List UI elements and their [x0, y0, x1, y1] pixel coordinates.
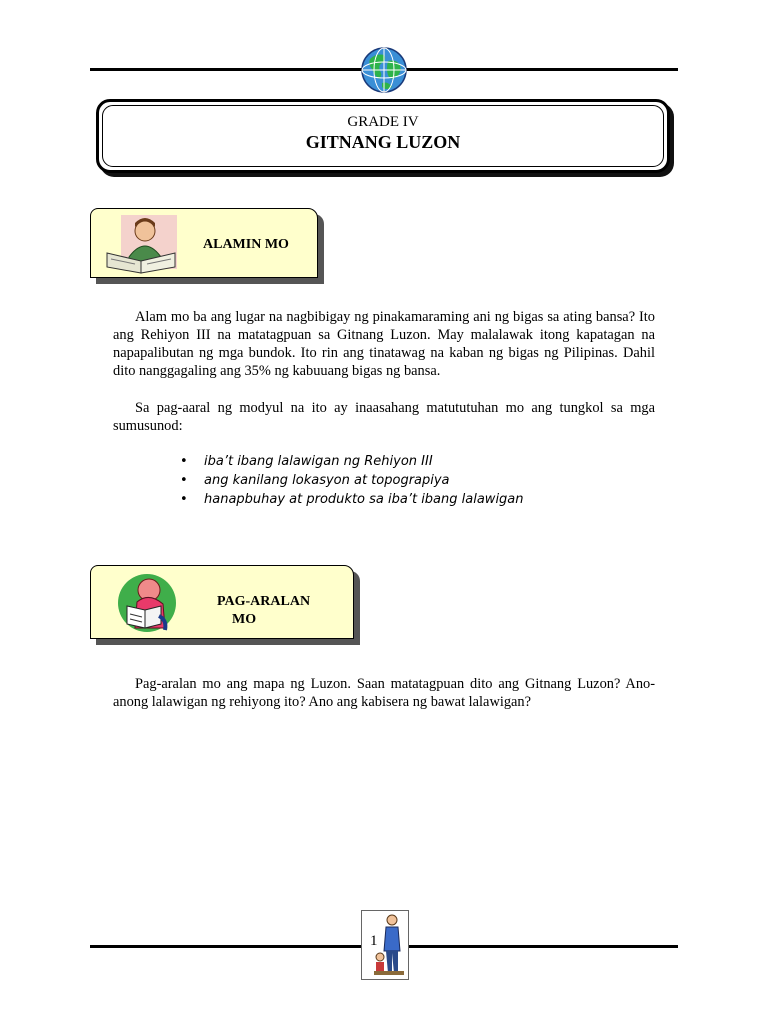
alamin-mo-title: ALAMIN MO [203, 237, 289, 252]
page-number-box [361, 910, 409, 980]
region-title: GITNANG LUZON [305, 132, 461, 152]
globe-icon [360, 45, 408, 95]
child-reading-book-icon [115, 572, 179, 634]
study-paragraph: Pag-aralan mo ang mapa ng Luzon. Saan matatagpuan dito ang Gitnang Luzon? Ano-anong lalawigan ng rehiyong ito? Ano ang kabisera ng bawat lalawigan? [113, 676, 655, 710]
pag-aralan-mo-tab [90, 565, 354, 639]
objectives-intro: Sa pag-aaral ng modyul na ito ay inaasahang matututuhan mo ang tungkol sa mga sumusunod: [113, 400, 655, 434]
intro-paragraph: Alam mo ba ang lugar na nagbibigay ng pinakamaraming ani ng bigas sa ating bansa? Ito ang Rehiyon III na matatagpuan sa Gitnang Luzon. May malalawak itong kapatagan na napapalibutan ng mga bundok. Ito rin ang tinatawag na kaban ng bigas ng Pilipinas. Dahil dito nanggagaling ang 35% ng kabuuang bigas ng bansa. [113, 309, 655, 379]
man-reading-newspaper-icon [103, 213, 181, 275]
grade-label: GRADE IV [347, 114, 419, 130]
objectives-list [180, 452, 524, 509]
list-item: • iba’t ibang lalawigan ng Rehiyon III [180, 454, 433, 469]
list-item: • ang kanilang lokasyon at topograpiya [180, 473, 450, 488]
list-item: • hanapbuhay at produkto sa iba’t ibang lalawigan [180, 492, 524, 507]
pag-aralan-title-line1: PAG-ARALAN [217, 594, 311, 609]
alamin-mo-tab [90, 208, 318, 278]
page-number: 1 [370, 933, 378, 949]
pag-aralan-title-line2: MO [232, 612, 257, 627]
title-box [96, 99, 670, 173]
